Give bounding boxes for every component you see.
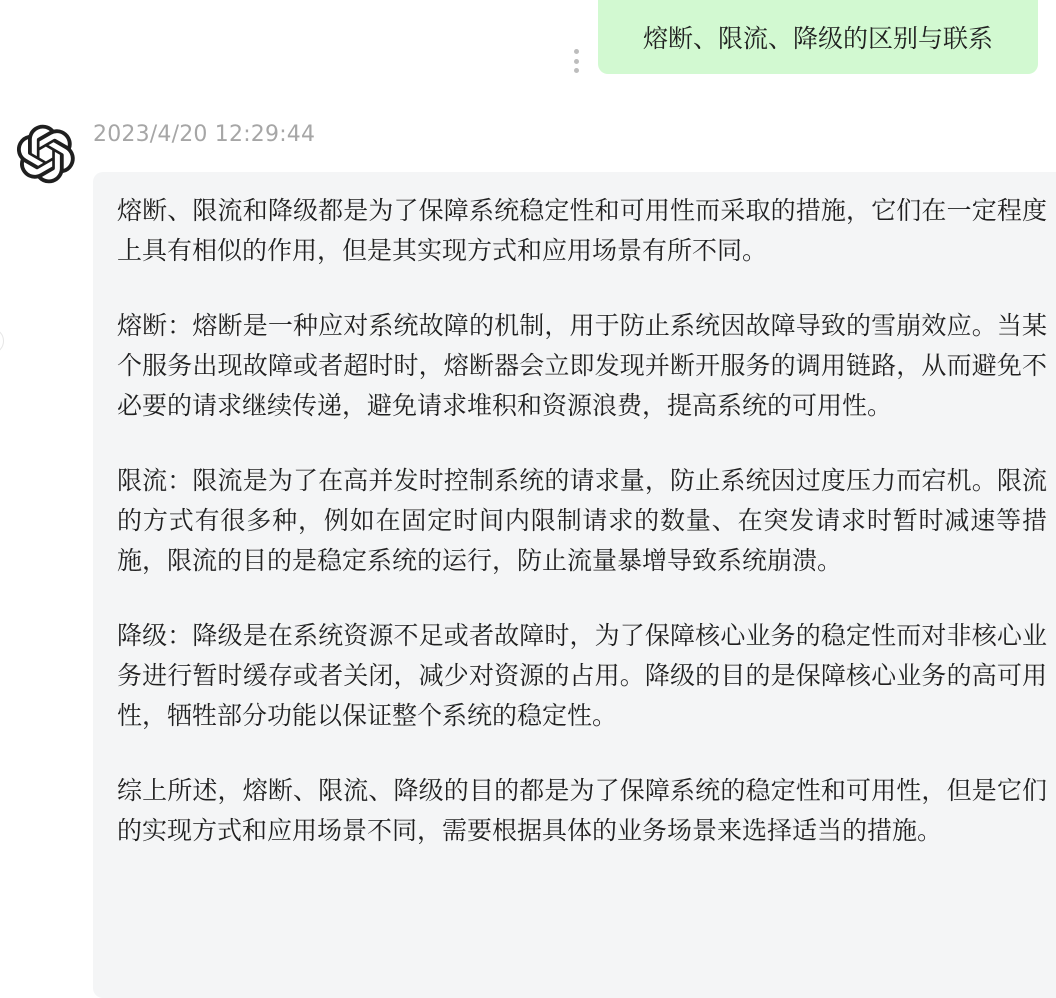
message-timestamp: 2023/4/20 12:29:44 bbox=[93, 122, 316, 147]
more-options-dot bbox=[574, 59, 579, 64]
reply-paragraph-degradation: 降级：降级是在系统资源不足或者故障时，为了保障核心业务的稳定性而对非核心业务进行暂时缓存或者关闭，减少对资源的占用。降级的目的是保障核心业务的高可用性，牺牲部分功能以保证整个系统的稳定性。 bbox=[117, 621, 1047, 730]
user-message-bubble bbox=[598, 0, 1038, 74]
more-options-dot bbox=[574, 49, 579, 54]
reply-paragraph-circuit-breaker: 熔断：熔断是一种应对系统故障的机制，用于防止系统因故障导致的雪崩效应。当某个服务出现故障或者超时时，熔断器会立即发现并断开服务的调用链路，从而避免不必要的请求继续传递，避免请求堆积和资源浪费，提高系统的可用性。 bbox=[117, 311, 1047, 420]
reply-paragraph-summary: 综上所述，熔断、限流、降级的目的都是为了保障系统的稳定性和可用性，但是它们的实现方式和应用场景不同，需要根据具体的业务场景来选择适当的措施。 bbox=[117, 776, 1047, 845]
assistant-reply-bubble bbox=[93, 172, 1056, 998]
reply-paragraph-intro: 熔断、限流和降级都是为了保障系统稳定性和可用性而采取的措施，它们在一定程度上具有相似的作用，但是其实现方式和应用场景有所不同。 bbox=[117, 196, 1047, 265]
openai-logo-icon bbox=[16, 124, 76, 184]
more-options-dot bbox=[574, 68, 579, 73]
sidebar-collapse-handle[interactable] bbox=[0, 328, 4, 354]
user-message-text: 熔断、限流、降级的区别与联系 bbox=[642, 24, 993, 53]
reply-paragraph-rate-limiting: 限流：限流是为了在高并发时控制系统的请求量，防止系统因过度压力而宕机。限流的方式有很多种，例如在固定时间内限制请求的数量、在突发请求时暂时减速等措施，限流的目的是稳定系统的运行，防止流量暴增导致系统崩溃。 bbox=[117, 466, 1047, 575]
more-options-icon[interactable] bbox=[570, 49, 582, 73]
